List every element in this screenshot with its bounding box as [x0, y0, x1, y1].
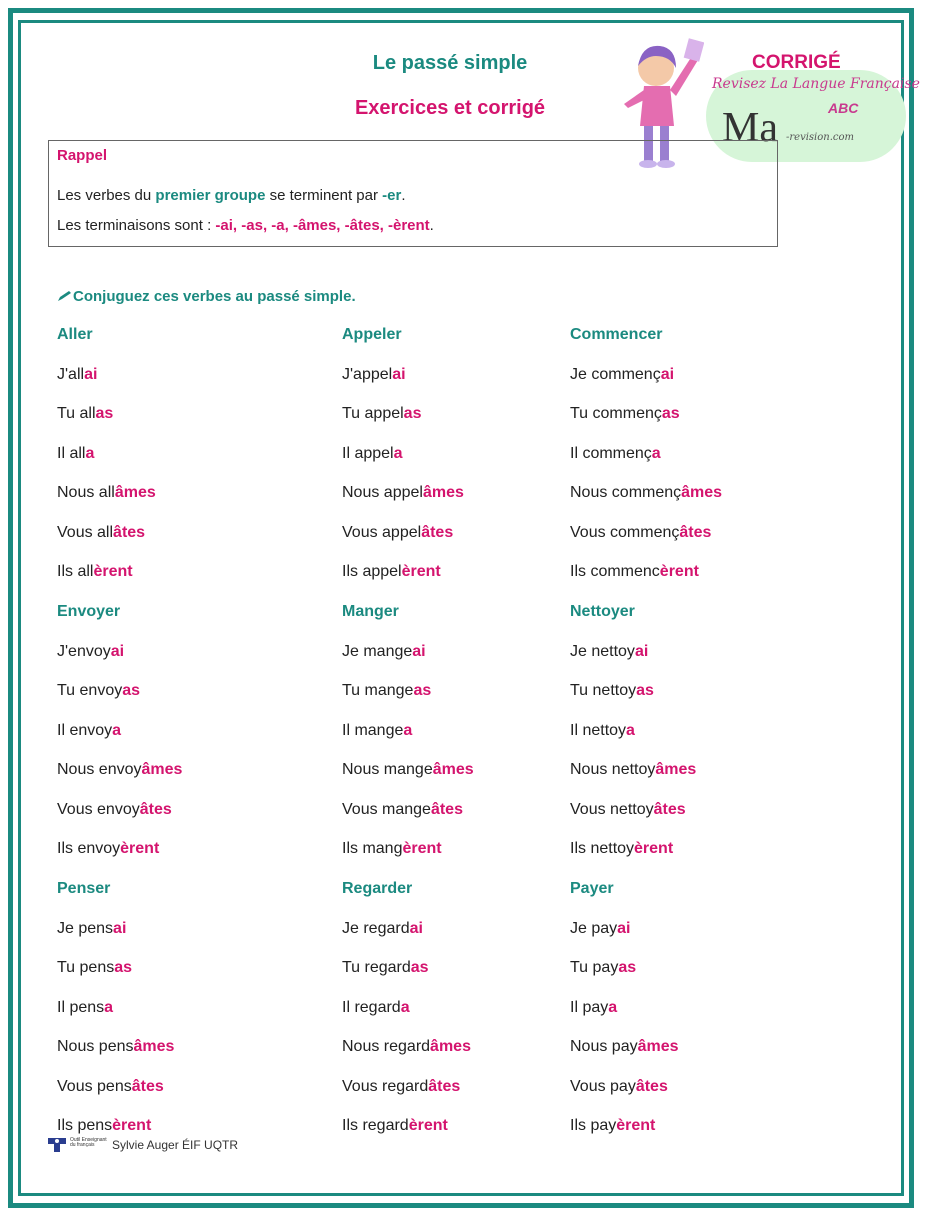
- conjugation-line: [57, 761, 182, 779]
- verb-stem: Vous mange: [342, 800, 431, 818]
- footer-credit: Sylvie Auger ÉIF UQTR: [112, 1138, 239, 1152]
- conjugation-line: [342, 920, 423, 938]
- conjugation-line: [570, 643, 648, 661]
- conjugation-line: [570, 1078, 668, 1096]
- verb-ending: a: [85, 444, 95, 462]
- verb-ending: a: [112, 721, 122, 739]
- corrige-badge: CORRIGÉ: [752, 52, 841, 73]
- conjugation-line: [57, 563, 133, 581]
- verb-stem: Nous appel: [342, 484, 423, 501]
- verb-ending: èrent: [659, 563, 699, 580]
- verb-ending: âmes: [432, 761, 474, 778]
- verb-stem: Tu pay: [570, 959, 619, 976]
- verb-ending: ai: [409, 919, 423, 937]
- page-title: Le passé simple: [372, 52, 528, 74]
- conjugation-line: [570, 1117, 655, 1135]
- conjugation-line: [57, 999, 113, 1017]
- verb-stem: Nous mange: [342, 761, 433, 778]
- verb-ending: âmes: [422, 484, 464, 501]
- verb-stem: Je regard: [342, 919, 410, 937]
- conjugation-line: [342, 445, 403, 463]
- logo-tagline: Revisez La Langue Française: [712, 76, 920, 92]
- verb-heading: Penser: [57, 880, 111, 897]
- verb-stem: Vous commenç: [570, 523, 680, 541]
- verb-stem: Vous pens: [57, 1077, 132, 1095]
- verb-stem: Tu all: [57, 405, 96, 422]
- rappel-box: [48, 140, 778, 247]
- conjugation-line: [570, 840, 673, 858]
- rappel-text: .: [429, 217, 434, 234]
- conjugation-line: [570, 801, 686, 819]
- conjugation-line: [570, 959, 636, 977]
- conjugation-line: [570, 484, 722, 502]
- verb-stem: Ils nettoy: [570, 840, 635, 857]
- conjugation-line: [342, 840, 442, 858]
- conjugation-line: [57, 959, 132, 977]
- conjugation-line: [342, 761, 474, 779]
- verb-heading: Aller: [57, 326, 93, 343]
- institution-logo-text: Outil Enseignant du français: [70, 1137, 107, 1148]
- verb-ending: ai: [84, 365, 98, 383]
- verb-stem: Tu pens: [57, 959, 115, 976]
- verb-ending: èrent: [402, 840, 442, 857]
- conjugation-line: [57, 366, 97, 384]
- verb-ending: èrent: [634, 840, 674, 857]
- conjugation-line: [342, 682, 431, 700]
- verb-ending: as: [95, 405, 114, 422]
- conjugation-line: [342, 1078, 460, 1096]
- verb-heading: Envoyer: [57, 603, 121, 620]
- verb-ending: ai: [392, 365, 406, 383]
- verb-ending: âtes: [139, 800, 172, 818]
- verb-stem: Ils commenc: [570, 563, 660, 580]
- rappel-group: premier groupe: [155, 187, 266, 204]
- verb-stem: Je pens: [57, 919, 114, 937]
- verb-stem: Il nettoy: [570, 721, 627, 739]
- conjugation-line: [342, 959, 429, 977]
- verb-stem: Tu regard: [342, 959, 411, 976]
- conjugation-line: [57, 524, 145, 542]
- verb-stem: Je nettoy: [570, 642, 635, 660]
- conjugation-line: [57, 484, 156, 502]
- verb-ending: âtes: [421, 523, 454, 541]
- conjugation-line: [57, 1038, 174, 1056]
- verb-stem: Il pay: [570, 998, 609, 1016]
- logo-brand: Ma: [722, 105, 778, 151]
- verb-stem: Je mange: [342, 642, 413, 660]
- verb-ending: âtes: [430, 800, 463, 818]
- conjugation-line: [570, 445, 661, 463]
- conjugation-line: [570, 366, 674, 384]
- conjugation-line: [570, 761, 696, 779]
- conjugation-line: [342, 643, 426, 661]
- rappel-text: Les terminaisons sont :: [57, 217, 216, 234]
- verb-ending: âmes: [637, 1038, 679, 1055]
- verb-ending: èrent: [401, 563, 441, 580]
- verb-heading: Commencer: [570, 326, 663, 343]
- verb-heading: Manger: [342, 603, 399, 620]
- verb-ending: ai: [617, 919, 631, 937]
- verb-stem: Tu commenç: [570, 405, 662, 422]
- verb-stem: Nous pay: [570, 1038, 638, 1055]
- verb-ending: a: [400, 998, 410, 1016]
- verb-ending: èrent: [616, 1117, 656, 1134]
- verb-stem: Vous envoy: [57, 800, 140, 818]
- verb-ending: èrent: [93, 563, 133, 580]
- verb-ending: ai: [113, 919, 127, 937]
- verb-ending: a: [608, 998, 618, 1016]
- verb-ending: a: [403, 721, 413, 739]
- verb-ending: as: [122, 682, 141, 699]
- rappel-line-2: [57, 217, 434, 234]
- rappel-endings: -ai, -as, -a, -âmes, -âtes, -èrent: [215, 217, 430, 234]
- conjugation-line: [342, 563, 441, 581]
- verb-ending: ai: [110, 642, 125, 660]
- verb-ending: as: [410, 959, 429, 976]
- rappel-title: Rappel: [57, 147, 108, 164]
- verb-stem: Il envoy: [57, 721, 113, 739]
- verb-ending: a: [104, 998, 114, 1016]
- verb-ending: as: [636, 682, 654, 699]
- rappel-line-1: [57, 187, 406, 204]
- conjugation-line: [57, 840, 159, 858]
- verb-stem: Ils appel: [342, 563, 402, 580]
- verb-ending: âtes: [113, 523, 146, 541]
- verb-stem: Il pens: [57, 998, 105, 1016]
- conjugation-line: [570, 722, 635, 740]
- verb-stem: Ils pens: [57, 1117, 113, 1134]
- verb-heading: Appeler: [342, 326, 402, 343]
- verb-stem: Nous regard: [342, 1038, 431, 1055]
- verb-stem: Tu appel: [342, 405, 404, 422]
- conjugation-line: [342, 999, 410, 1017]
- verb-ending: as: [114, 959, 133, 976]
- conjugation-line: [57, 1078, 164, 1096]
- verb-ending: âmes: [141, 761, 183, 778]
- verb-ending: âtes: [635, 1077, 668, 1095]
- pencil-icon: [57, 290, 73, 302]
- verb-ending: ai: [412, 642, 426, 660]
- verb-ending: âtes: [131, 1077, 164, 1095]
- rappel-ending: -er: [382, 187, 402, 204]
- verb-ending: a: [651, 444, 661, 462]
- conjugation-line: [342, 366, 406, 384]
- verb-stem: Tu envoy: [57, 682, 123, 699]
- verb-stem: Tu mange: [342, 682, 414, 699]
- verb-stem: Ils pay: [570, 1117, 617, 1134]
- verb-stem: Je commenç: [570, 365, 661, 383]
- verb-stem: J'appel: [342, 365, 393, 383]
- rappel-text: .: [401, 187, 406, 204]
- verb-ending: èrent: [112, 1117, 152, 1134]
- verb-ending: a: [626, 721, 635, 739]
- conjugation-line: [342, 405, 421, 423]
- page-subtitle: Exercices et corrigé: [354, 97, 546, 119]
- verb-stem: Vous all: [57, 523, 114, 541]
- verb-stem: Ils all: [57, 563, 94, 580]
- conjugation-line: [342, 722, 412, 740]
- verb-ending: ai: [660, 365, 675, 383]
- verb-heading: Nettoyer: [570, 603, 635, 620]
- verb-ending: as: [661, 405, 680, 422]
- verb-ending: âmes: [133, 1038, 175, 1055]
- verb-stem: Ils regard: [342, 1117, 409, 1134]
- conjugation-line: [342, 1117, 448, 1135]
- verb-ending: as: [403, 405, 422, 422]
- verb-stem: Nous envoy: [57, 761, 142, 778]
- verb-ending: èrent: [408, 1117, 448, 1134]
- conjugation-line: [57, 920, 126, 938]
- logo-site: -revision.com: [786, 132, 854, 143]
- verb-ending: èrent: [120, 840, 160, 857]
- conjugation-line: [570, 682, 654, 700]
- rappel-text: se terminent par: [265, 187, 383, 204]
- verb-stem: Nous commenç: [570, 484, 682, 501]
- conjugation-line: [57, 682, 140, 700]
- conjugation-line: [57, 801, 172, 819]
- verb-stem: Tu nettoy: [570, 682, 637, 699]
- verb-stem: Vous pay: [570, 1077, 636, 1095]
- verb-ending: âmes: [430, 1038, 471, 1055]
- verb-stem: Il commenç: [570, 444, 652, 462]
- verb-stem: Nous nettoy: [570, 761, 656, 778]
- rappel-text: Les verbes du: [57, 187, 156, 204]
- verb-stem: J'all: [57, 365, 85, 383]
- conjugation-line: [342, 801, 463, 819]
- conjugation-line: [57, 445, 94, 463]
- verb-stem: Ils envoy: [57, 840, 121, 857]
- verb-ending: âtes: [653, 800, 686, 818]
- conjugation-line: [570, 563, 699, 581]
- conjugation-line: [570, 1038, 679, 1056]
- conjugation-line: [57, 643, 124, 661]
- verb-stem: Nous all: [57, 484, 115, 501]
- verb-stem: Vous nettoy: [570, 800, 654, 818]
- institution-logo-icon: [46, 1136, 68, 1154]
- conjugation-line: [342, 1038, 471, 1056]
- verb-stem: Il all: [57, 444, 86, 462]
- conjugation-line: [570, 999, 617, 1017]
- verb-stem: Vous regard: [342, 1077, 429, 1095]
- instruction: [57, 288, 356, 305]
- conjugation-line: [570, 920, 630, 938]
- verb-stem: Il mange: [342, 721, 404, 739]
- conjugation-line: [570, 524, 711, 542]
- verb-ending: ai: [634, 642, 649, 660]
- verb-ending: âmes: [114, 484, 156, 501]
- verb-stem: Nous pens: [57, 1038, 134, 1055]
- verb-stem: Il appel: [342, 444, 394, 462]
- verb-heading: Regarder: [342, 880, 413, 897]
- verb-stem: Ils mang: [342, 840, 403, 857]
- verb-stem: Vous appel: [342, 523, 422, 541]
- conjugation-line: [570, 405, 680, 423]
- verb-ending: âmes: [681, 484, 723, 501]
- conjugation-line: [57, 1117, 151, 1135]
- logo-abc: ABC: [828, 100, 859, 116]
- verb-ending: âmes: [655, 761, 697, 778]
- verb-ending: âtes: [428, 1077, 461, 1095]
- verb-ending: âtes: [679, 523, 712, 541]
- verb-ending: as: [413, 682, 432, 699]
- instruction-text: Conjuguez ces verbes au passé simple.: [73, 288, 356, 305]
- conjugation-line: [57, 405, 113, 423]
- verb-heading: Payer: [570, 880, 614, 897]
- verb-stem: Je pay: [570, 919, 618, 937]
- verb-stem: J'envoy: [57, 642, 111, 660]
- verb-ending: as: [618, 959, 637, 976]
- conjugation-line: [342, 484, 464, 502]
- verb-ending: a: [393, 444, 403, 462]
- verb-stem: Il regard: [342, 998, 401, 1016]
- conjugation-line: [342, 524, 453, 542]
- conjugation-line: [57, 722, 121, 740]
